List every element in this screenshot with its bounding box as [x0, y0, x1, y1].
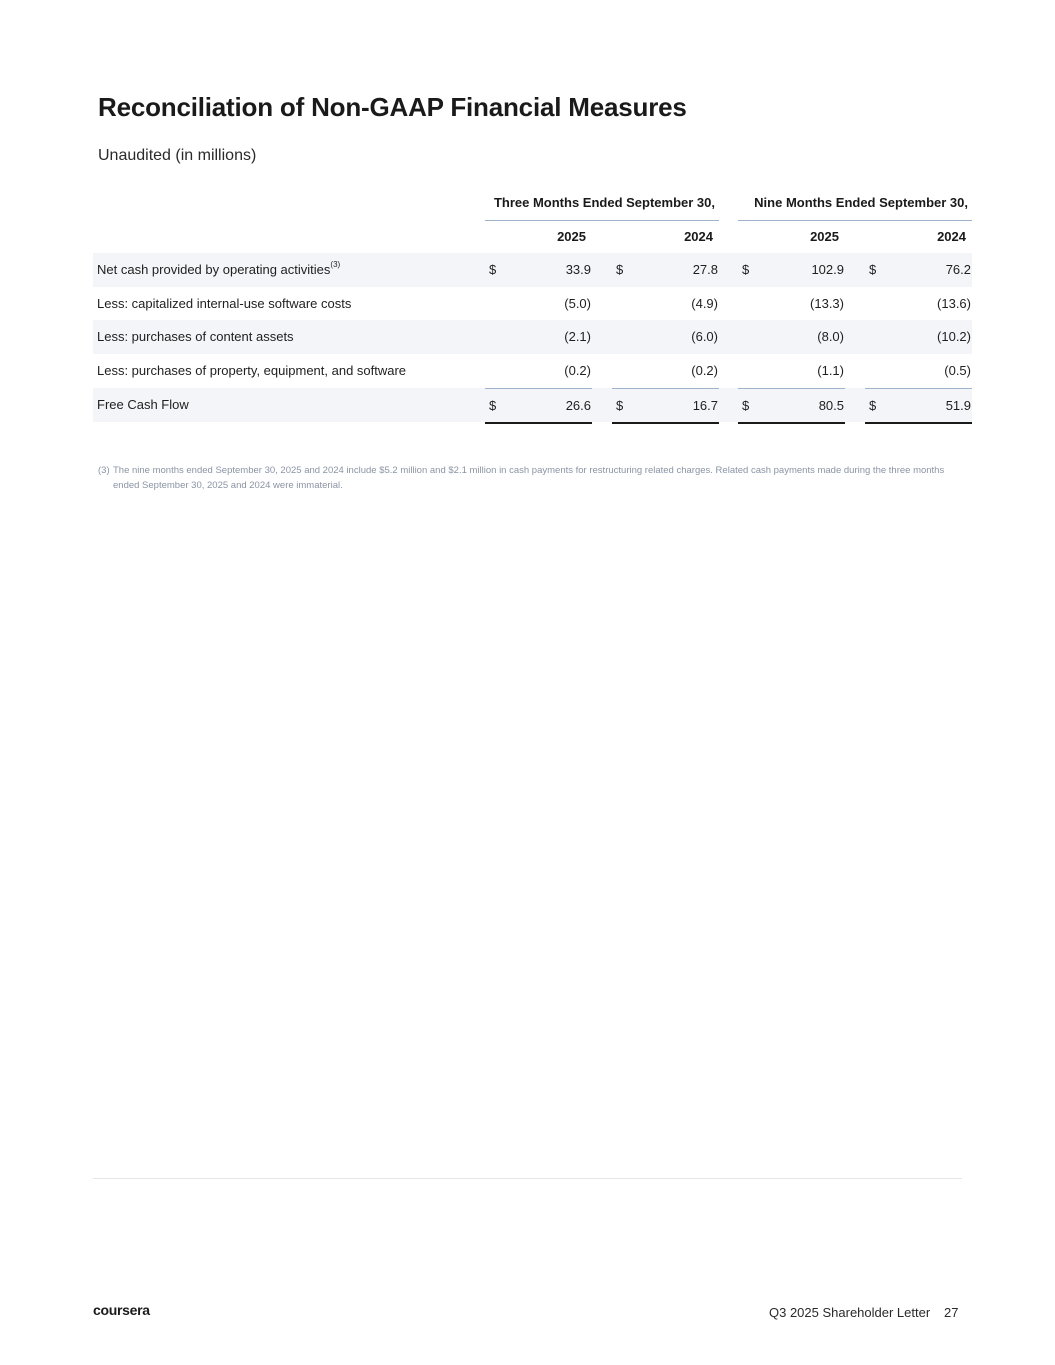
footnote-text: The nine months ended September 30, 2025 and 2024 include $5.2 million and $2.1 million in cash payments for restructuring related charges. Related cash payments made during the three months ended September 30, 2025 and 2024 were immaterial. [113, 465, 945, 491]
cell-q3-2024: (6.0) [691, 329, 718, 344]
footnote-number: (3) [98, 465, 110, 476]
row-label: Less: purchases of property, equipment, and software [97, 363, 407, 378]
page-subtitle: Unaudited (in millions) [98, 147, 257, 164]
row-label: Net cash provided by operating activities$^{(3)}$ [97, 260, 341, 277]
cell-q3-2024: (4.9) [691, 296, 718, 311]
row-label: Free Cash Flow [97, 397, 189, 412]
page-number: 27 [944, 1305, 959, 1320]
cell-9m-2024: $ 51.9 [865, 388, 972, 422]
cell-9m-2025: (1.1) [817, 363, 844, 378]
cell-q3-2024: (0.2) [691, 363, 718, 378]
cell-9m-2024: (13.6) [937, 296, 971, 311]
footnote-ref: (3) [330, 260, 341, 269]
year-header-9m-2024: 2024 [865, 229, 972, 254]
cell-9m-2025: $ 102.9 [742, 262, 844, 277]
cell-9m-2024: $ 76.2 [869, 262, 971, 277]
cell-9m-2025: $ 80.5 [738, 388, 845, 422]
table-row-free-cash-flow [93, 388, 972, 422]
cell-9m-2025: (13.3) [810, 296, 844, 311]
cell-9m-2024: (0.5) [944, 363, 971, 378]
footnote [98, 463, 968, 493]
table-row-property-equipment [93, 354, 972, 388]
row-label: Less: capitalized internal-use software costs [97, 296, 352, 311]
year-header-q3-2025: 2025 [485, 229, 592, 254]
cell-q3-2025: (0.2) [564, 363, 591, 378]
year-header-q3-2024: 2024 [612, 229, 719, 254]
table-row-capitalized-software [93, 287, 972, 321]
cell-q3-2025: (2.1) [564, 329, 591, 344]
coursera-logo: coursera [93, 1302, 150, 1318]
document-title: Q3 2025 Shareholder Letter [769, 1305, 931, 1320]
cell-q3-2025: (5.0) [564, 296, 591, 311]
cell-q3-2024: $ 16.7 [612, 388, 719, 422]
cell-9m-2025: (8.0) [817, 329, 844, 344]
table-row-operating-cash [93, 253, 972, 287]
cell-q3-2025: $ 33.9 [489, 262, 591, 277]
cell-q3-2024: $ 27.8 [616, 262, 718, 277]
group-header-three-months: Three Months Ended September 30, [485, 195, 719, 221]
page-title: Reconciliation of Non-GAAP Financial Measures [98, 92, 687, 122]
table-row-content-assets [93, 320, 972, 354]
footer-divider [93, 1178, 962, 1179]
cell-9m-2024: (10.2) [937, 329, 971, 344]
row-label: Less: purchases of content assets [97, 329, 294, 344]
cell-q3-2025: $ 26.6 [485, 388, 592, 422]
group-header-nine-months: Nine Months Ended September 30, [738, 195, 972, 221]
year-header-9m-2025: 2025 [738, 229, 845, 254]
